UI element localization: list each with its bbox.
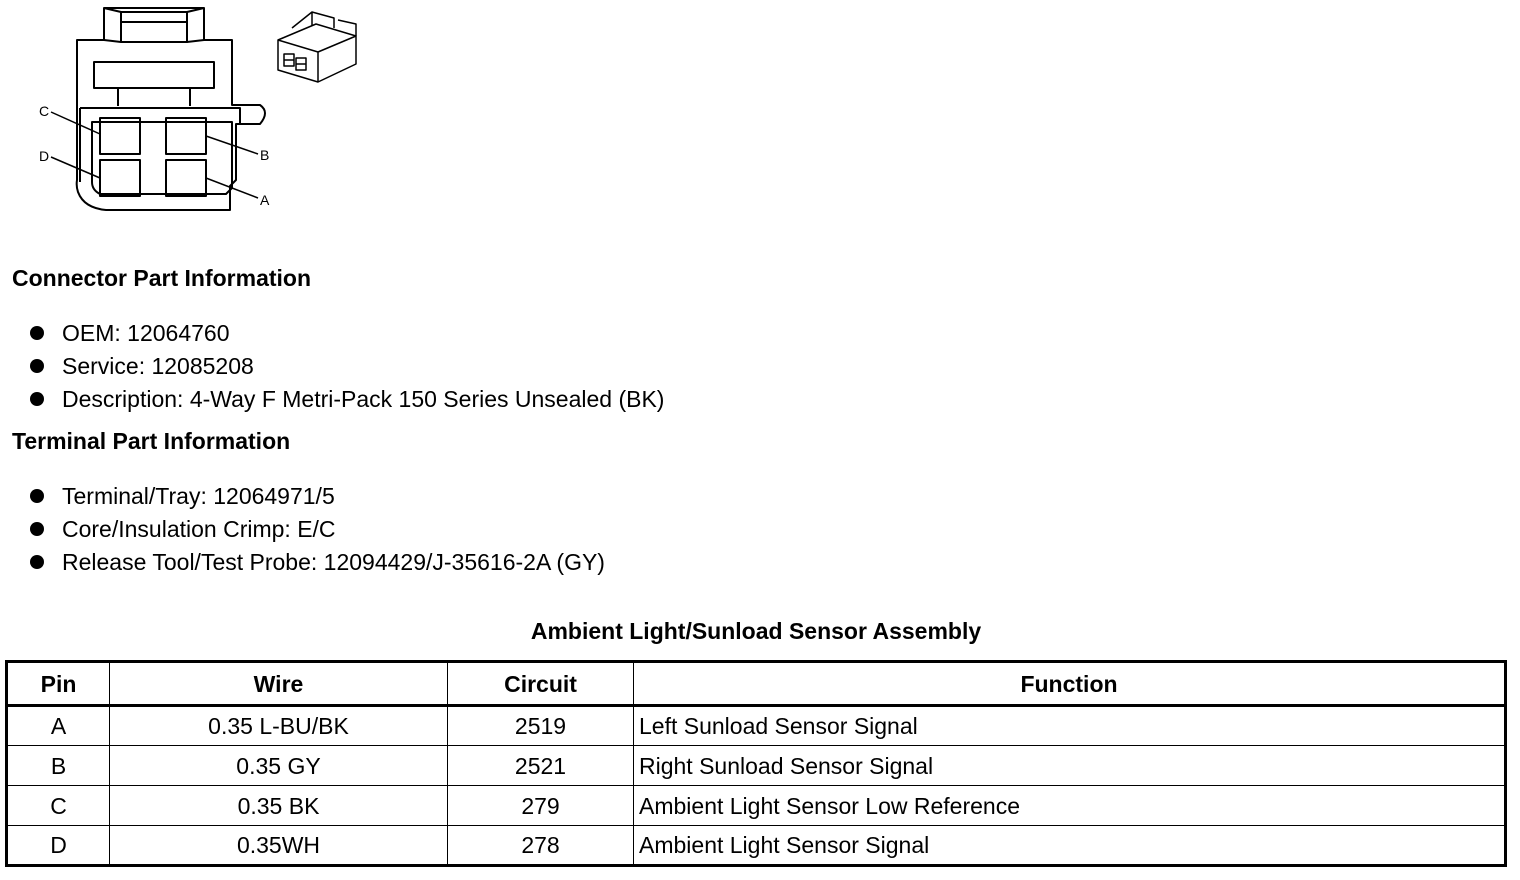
wire-cell: 0.35 BK [110, 786, 448, 826]
connector-description: Description: 4-Way F Metri-Pack 150 Series Unsealed (BK) [62, 386, 665, 412]
cavity-c [100, 118, 140, 154]
pin-label-b: B [260, 147, 270, 163]
column-header-function: Function [634, 662, 1506, 706]
wire-cell: 0.35 GY [110, 746, 448, 786]
pin-cell: D [7, 826, 110, 866]
connector-latch [121, 12, 187, 42]
pin-cell: B [7, 746, 110, 786]
cavity-a [166, 160, 206, 196]
pinout-table [5, 660, 1507, 867]
cavity-b [166, 118, 206, 154]
connector-isometric-view [278, 12, 356, 82]
pin-label-a: A [260, 192, 270, 208]
table-title: Ambient Light/Sunload Sensor Assembly [530, 618, 982, 644]
table-row [7, 826, 1506, 866]
bullet-icon [30, 392, 44, 406]
table-row [7, 786, 1506, 826]
function-cell: Right Sunload Sensor Signal [634, 746, 1506, 786]
terminal-part-information-heading: Terminal Part Information [12, 428, 291, 454]
bullet-icon [30, 489, 44, 503]
bullet-icon [30, 326, 44, 340]
connector-part-information-heading: Connector Part Information [12, 265, 312, 291]
column-header-circuit: Circuit [448, 662, 634, 706]
bullet-icon [30, 555, 44, 569]
column-header-pin: Pin [7, 662, 110, 706]
pin-cell: A [7, 706, 110, 746]
circuit-cell: 2521 [448, 746, 634, 786]
circuit-cell: 278 [448, 826, 634, 866]
service-part-number: Service: 12085208 [62, 353, 254, 379]
table-header-row [7, 662, 1506, 706]
table-row [7, 746, 1506, 786]
pin-cell: C [7, 786, 110, 826]
pin-label-c: C [39, 103, 50, 119]
pin-label-d: D [39, 148, 50, 164]
circuit-cell: 279 [448, 786, 634, 826]
cavity-d [100, 160, 140, 196]
bullet-icon [30, 522, 44, 536]
circuit-cell: 2519 [448, 706, 634, 746]
connector-face-diagram [0, 0, 380, 230]
function-cell: Ambient Light Sensor Signal [634, 826, 1506, 866]
wire-cell: 0.35 L-BU/BK [110, 706, 448, 746]
terminal-tray: Terminal/Tray: 12064971/5 [62, 483, 335, 509]
core-insulation-crimp: Core/Insulation Crimp: E/C [62, 516, 336, 542]
function-cell: Left Sunload Sensor Signal [634, 706, 1506, 746]
connector-lock-bar [94, 62, 214, 88]
table-row [7, 706, 1506, 746]
bullet-icon [30, 359, 44, 373]
column-header-wire: Wire [110, 662, 448, 706]
release-tool-test-probe: Release Tool/Test Probe: 12094429/J-35616-2A (GY) [62, 549, 605, 575]
function-cell: Ambient Light Sensor Low Reference [634, 786, 1506, 826]
oem-part-number: OEM: 12064760 [62, 320, 230, 346]
wire-cell: 0.35WH [110, 826, 448, 866]
